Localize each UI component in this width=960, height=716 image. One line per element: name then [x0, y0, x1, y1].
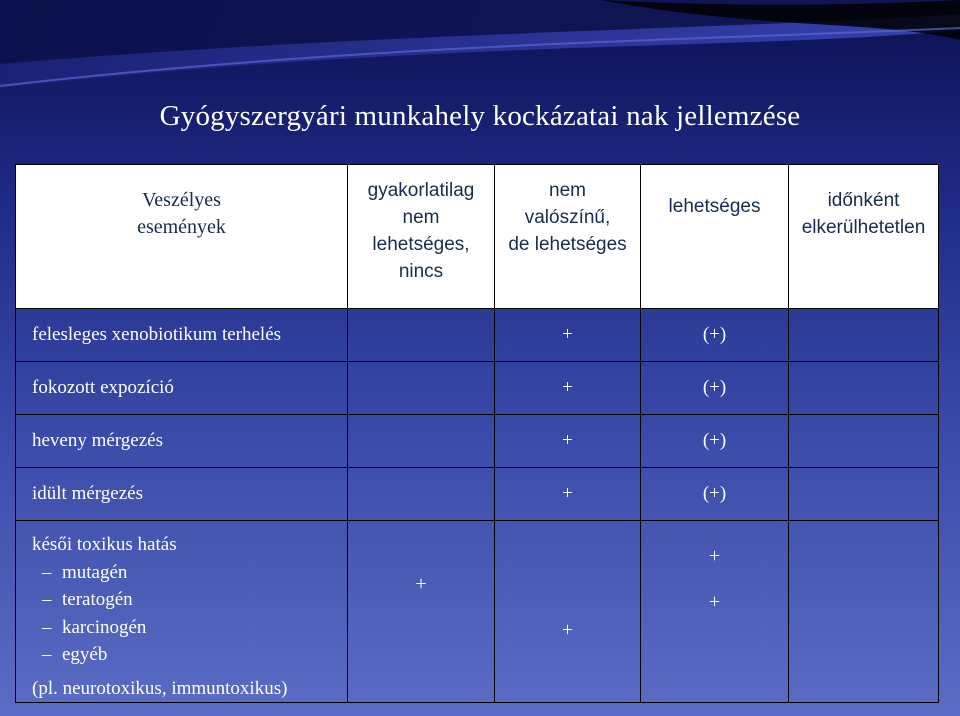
header-line: időnként	[827, 190, 900, 211]
table-row	[16, 468, 939, 521]
slide-title: Gyógyszergyári munkahely kockázatai nak jellemzése	[159, 100, 801, 132]
header-nem-valoszinu	[495, 165, 641, 309]
table-row	[16, 309, 939, 362]
header-line: Veszélyes	[142, 189, 221, 211]
dash: –	[42, 616, 52, 638]
cell-col2	[348, 521, 495, 703]
table-row-late-toxic	[16, 521, 939, 703]
cell-col5	[789, 309, 939, 362]
row-label: felesleges xenobiotikum terhelés	[16, 309, 348, 362]
risk-table	[15, 164, 939, 703]
cell-col5	[789, 415, 939, 468]
header-line: nem	[402, 207, 440, 228]
header-line: de lehetséges	[508, 234, 627, 255]
header-line: elkerülhetetlen	[801, 217, 926, 238]
table-row	[16, 415, 939, 468]
subitem	[32, 586, 347, 614]
table-row	[16, 362, 939, 415]
row-label: idült mérgezés	[16, 468, 348, 521]
cell-col4: (+)	[641, 362, 789, 415]
cell-col4	[641, 521, 789, 703]
header-idonkent-elkerulhetetlen	[789, 165, 939, 309]
subitem-label: teratogén	[62, 589, 133, 610]
header-gyakorlatilag-nem-lehetseges	[348, 165, 495, 309]
subitem	[32, 641, 347, 669]
cell-col2	[348, 309, 495, 362]
mark-plus: +	[561, 619, 574, 641]
cell-col3: +	[495, 468, 641, 521]
dash: –	[42, 644, 52, 665]
mark-plus: +	[415, 573, 427, 595]
row-label-late-toxic	[16, 521, 348, 703]
cell-col5	[789, 362, 939, 415]
header-line: események	[137, 216, 226, 238]
header-veszelyes-esemenyek	[16, 165, 348, 309]
cell-col2	[348, 362, 495, 415]
table-header-row	[16, 165, 939, 309]
cell-col2	[348, 468, 495, 521]
header-swoosh-decoration	[0, 0, 960, 110]
row-label: késői toxikus hatás	[32, 534, 177, 555]
row-label: fokozott expozíció	[16, 362, 348, 415]
subitem	[32, 614, 347, 642]
mark-plus: +	[708, 545, 721, 567]
cell-col4: (+)	[641, 468, 789, 521]
row-label: heveny mérgezés	[16, 415, 348, 468]
cell-col2	[348, 415, 495, 468]
header-line: lehetséges,	[372, 234, 470, 255]
cell-col4: (+)	[641, 415, 789, 468]
header-line: nincs	[398, 261, 444, 282]
cell-col3: +	[495, 309, 641, 362]
header-line: valószínű,	[524, 207, 611, 228]
row-note: (pl. neurotoxikus, immuntoxikus)	[32, 677, 288, 699]
cell-col3: +	[495, 415, 641, 468]
dash: –	[42, 589, 52, 610]
cell-col3: +	[495, 362, 641, 415]
subitem-label: mutagén	[62, 561, 128, 583]
subitem-label: egyéb	[62, 644, 108, 665]
cell-col3	[495, 521, 641, 703]
mark-plus: +	[708, 591, 721, 613]
subitem	[32, 559, 347, 587]
header-line: gyakorlatilag	[367, 180, 475, 201]
header-line: nem	[549, 180, 586, 201]
header-lehetseges	[641, 165, 789, 309]
cell-col5	[789, 521, 939, 703]
header-line: lehetséges	[668, 196, 761, 217]
dash: –	[42, 561, 52, 583]
cell-col5	[789, 468, 939, 521]
subitem-label: karcinogén	[62, 616, 147, 638]
cell-col4: (+)	[641, 309, 789, 362]
